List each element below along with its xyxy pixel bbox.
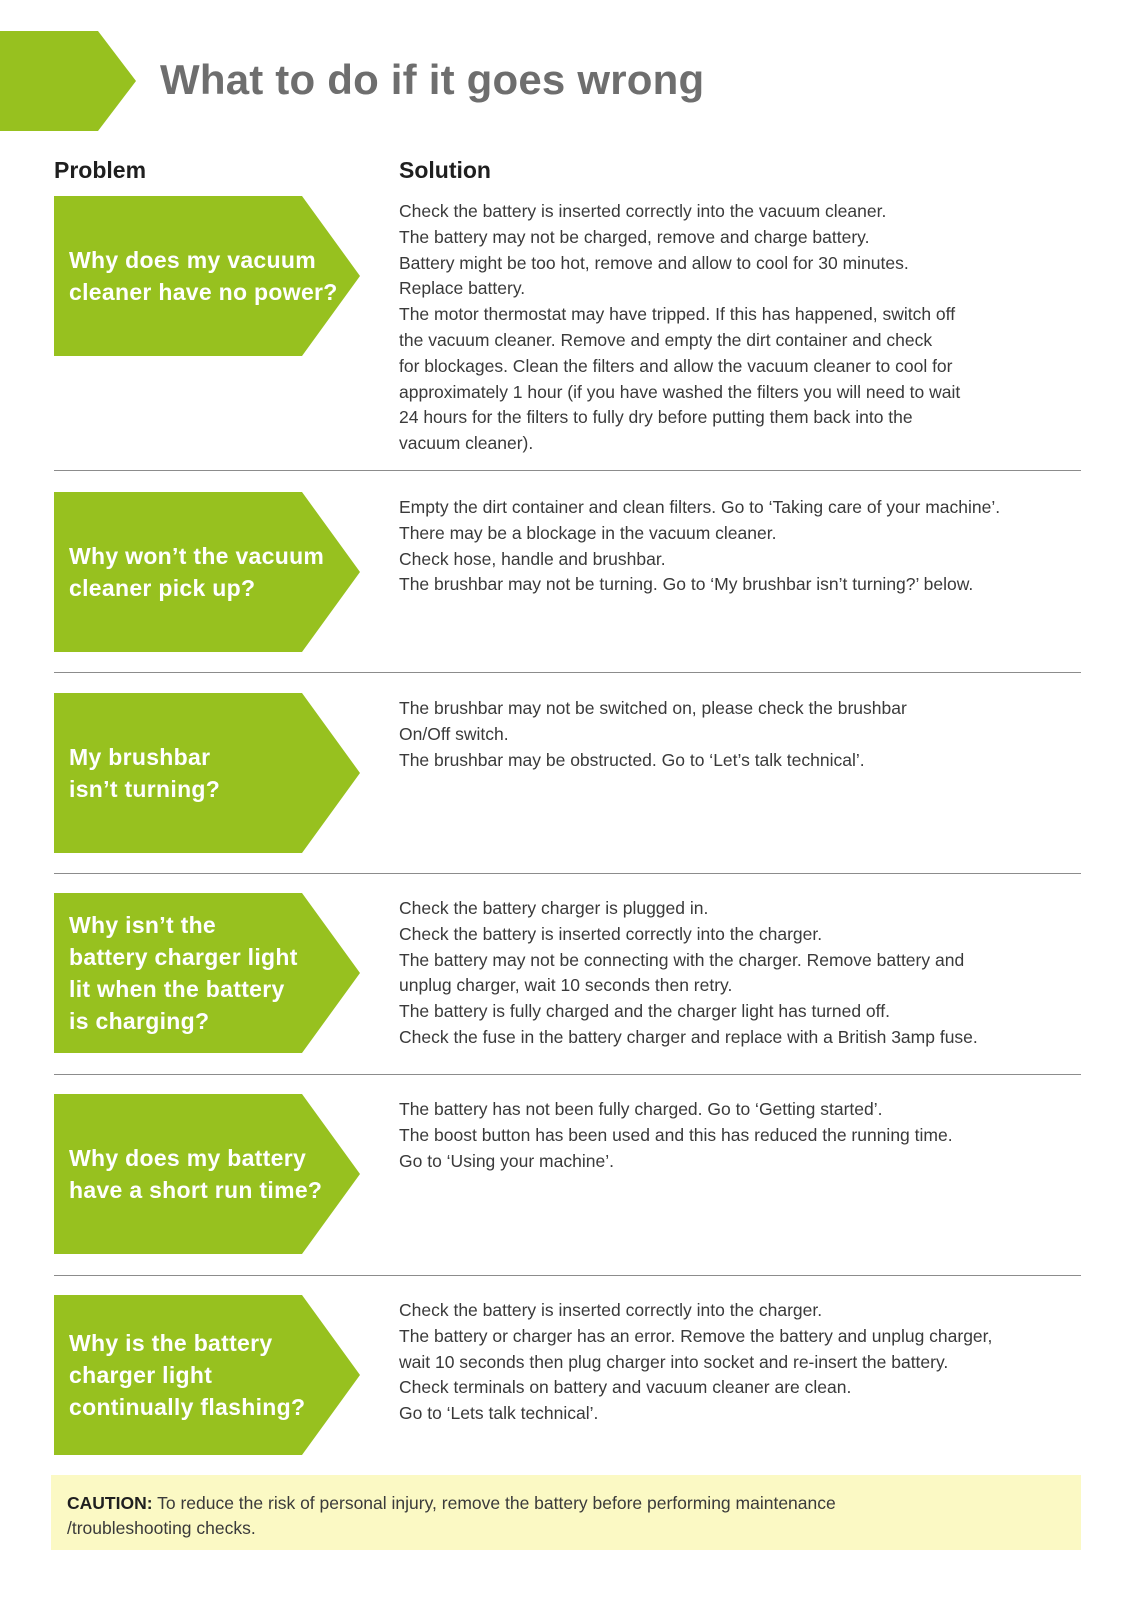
caution-text-line2: /troubleshooting checks. — [67, 1518, 256, 1538]
solution-line: The battery may not be charged, remove and charge battery. — [399, 226, 870, 247]
problem-question: My brushbar isn’t turning? — [69, 744, 221, 802]
solution-line: The battery is fully charged and the charger light has turned off. — [399, 1001, 890, 1022]
solution-line: wait 10 seconds then plug charger into socket and re-insert the battery. — [399, 1351, 949, 1372]
solution-text — [399, 1298, 1089, 1427]
row-divider — [54, 873, 1081, 874]
solution-line: unplug charger, wait 10 seconds then retry. — [399, 975, 733, 996]
solution-line: Check the battery charger is plugged in. — [399, 898, 709, 918]
solution-line: Go to ‘Lets talk technical’. — [399, 1403, 599, 1424]
solution-line: Check hose, handle and brushbar. — [399, 548, 666, 569]
solution-line: 24 hours for the filters to fully dry before putting them back into the — [399, 407, 913, 428]
solution-line: The brushbar may not be turning. Go to ‘My brushbar isn’t turning?’ below. — [399, 574, 974, 595]
solution-text — [399, 696, 1089, 773]
row-divider — [54, 672, 1081, 673]
problem-question: Why does my vacuum cleaner have no power? — [69, 247, 338, 305]
title-arrow-icon — [0, 31, 136, 131]
solution-line: There may be a blockage in the vacuum cleaner. — [399, 522, 777, 543]
row-divider — [54, 1074, 1081, 1075]
caution-label: CAUTION: — [67, 1493, 153, 1513]
solution-text — [399, 896, 1089, 1051]
caution-line — [67, 1491, 1065, 1516]
solution-text — [399, 495, 1089, 598]
problem-chevron — [54, 893, 360, 1053]
page-title: What to do if it goes wrong — [160, 56, 705, 103]
solution-line: vacuum cleaner). — [399, 433, 534, 454]
solution-line: The battery has not been fully charged. Go to ‘Getting started’. — [399, 1099, 883, 1119]
solution-text — [399, 199, 1089, 457]
solution-line: Check the battery is inserted correctly into the charger. — [399, 923, 823, 944]
solution-line: Check the battery is inserted correctly into the vacuum cleaner. — [399, 201, 887, 221]
solution-line: the vacuum cleaner. Remove and empty the dirt container and check — [399, 329, 933, 350]
solution-line: The boost button has been used and this has reduced the running time. — [399, 1124, 953, 1145]
problem-question: Why is the battery charger light continually flashing? — [69, 1330, 306, 1420]
solution-line: On/Off switch. — [399, 723, 509, 744]
problem-question: Why does my battery have a short run time? — [69, 1145, 323, 1203]
solution-line: The motor thermostat may have tripped. If this has happened, switch off — [399, 304, 956, 325]
solution-line: Check terminals on battery and vacuum cleaner are clean. — [399, 1377, 852, 1398]
solution-line: approximately 1 hour (if you have washed the filters you will need to wait — [399, 381, 961, 402]
solution-line: for blockages. Clean the filters and allow the vacuum cleaner to cool for — [399, 355, 953, 376]
solution-line: The brushbar may not be switched on, please check the brushbar — [399, 698, 907, 718]
solution-column-header: Solution — [399, 157, 491, 183]
problem-chevron — [54, 1094, 360, 1254]
caution-text: To reduce the risk of personal injury, remove the battery before performing maintenance — [152, 1493, 836, 1513]
solution-line: Go to ‘Using your machine’. — [399, 1150, 614, 1171]
solution-line: Replace battery. — [399, 278, 526, 299]
problem-chevron — [54, 1295, 360, 1455]
solution-text — [399, 1097, 1089, 1174]
solution-line: Check the battery is inserted correctly into the charger. — [399, 1300, 823, 1320]
solution-line: Empty the dirt container and clean filters. Go to ‘Taking care of your machine’. — [399, 497, 1001, 517]
caution-box — [51, 1475, 1081, 1550]
problem-chevron — [54, 693, 360, 853]
problem-question: Why isn’t the battery charger light lit when the battery is charging? — [69, 912, 298, 1034]
row-divider — [54, 1275, 1081, 1276]
problem-column-header: Problem — [54, 157, 147, 183]
solution-line: The battery may not be connecting with the charger. Remove battery and — [399, 949, 965, 970]
solution-line: The battery or charger has an error. Remove the battery and unplug charger, — [399, 1325, 993, 1346]
problem-question: Why won’t the vacuum cleaner pick up? — [69, 543, 325, 601]
row-divider — [54, 470, 1081, 471]
problem-chevron — [54, 196, 360, 356]
solution-line: Battery might be too hot, remove and allow to cool for 30 minutes. — [399, 252, 909, 273]
solution-line: The brushbar may be obstructed. Go to ‘Let’s talk technical’. — [399, 749, 865, 770]
problem-chevron — [54, 492, 360, 652]
solution-line: Check the fuse in the battery charger and replace with a British 3amp fuse. — [399, 1026, 978, 1047]
